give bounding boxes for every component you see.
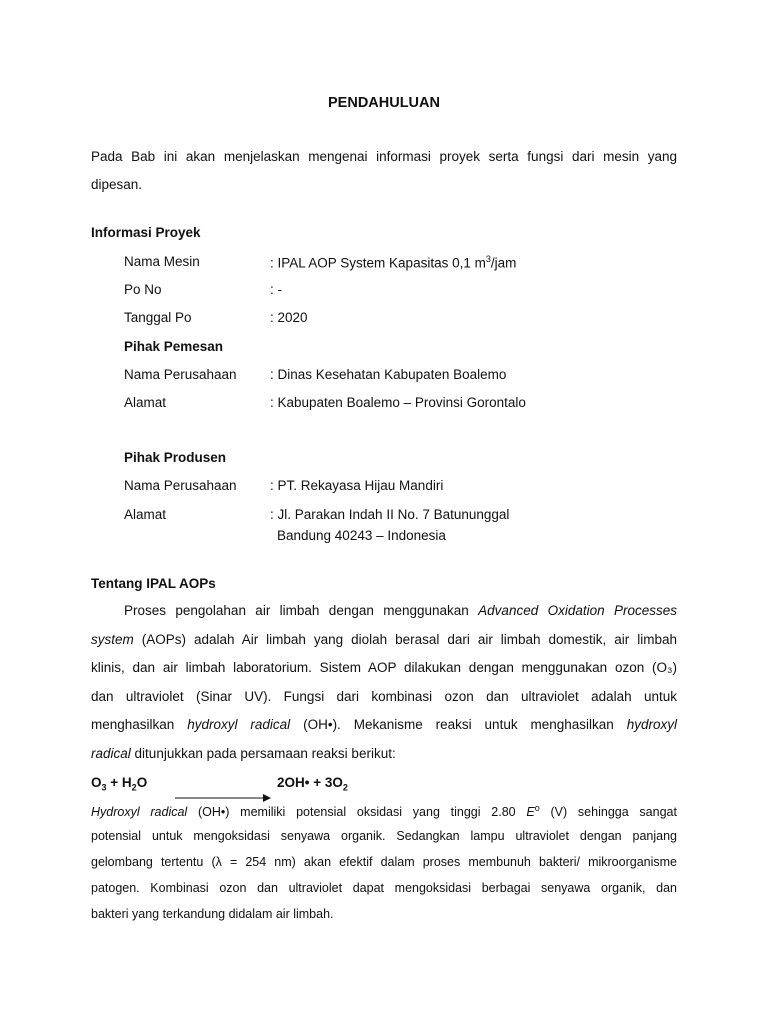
produsen-alamat-value-2: Bandung 40243 – Indonesia [277,528,446,543]
tanggal-po-value: : 2020 [270,310,308,325]
tentang-line-4: dan ultraviolet (Sinar UV). Fungsi dari kombinasi ozon dan ultraviolet adalah untuk [91,689,677,704]
produsen-nama-value: : PT. Rekayasa Hijau Mandiri [270,478,444,493]
intro-line-2: dipesan. [91,177,143,192]
para2-line-3: gelombang tertentu (λ = 254 nm) akan efektif dalam proses membunuh bakteri/ mikroorganisme [91,855,677,869]
para2-line-4: patogen. Kombinasi ozon dan ultraviolet dapat mengoksidasi berbagai senyawa organik, dan [91,881,677,895]
pemesan-nama-value: : Dinas Kesehatan Kabupaten Boalemo [270,367,507,382]
para2-line-2: potensial untuk mengoksidasi senyawa organik. Sedangkan lampu ultraviolet dengan panjang [91,829,677,843]
para2-line-5: bakteri yang terkandung didalam air limbah. [91,907,334,921]
produsen-alamat-label: Alamat [124,507,167,522]
equation-reactants: $O_3 + H_2O$ [91,775,148,793]
tentang-line-6: radical ditunjukkan pada persamaan reaksi berikut: [91,746,396,761]
tentang-line-1: Proses pengolahan air limbah dengan menggunakan Advanced Oxidation Processes [124,603,677,618]
page-title: PENDAHULUAN [328,95,440,111]
reaction-arrow-icon [175,793,271,803]
produsen-nama-label: Nama Perusahaan [124,478,237,493]
equation-products: 2OH• + $3O_2$ [277,775,348,793]
tentang-line-3: klinis, dan air limbah laboratorium. Sistem AOP dilakukan dengan menggunakan ozon (O₃) [91,660,677,675]
section-heading-pemesan: Pihak Pemesan [124,339,224,354]
para2-line-1: Hydroxyl radical (OH•) memiliki potensial oksidasi yang tinggi 2.80 $E^o$ (V) sehingga sangat [91,803,677,820]
section-heading-informasi: Informasi Proyek [91,225,201,240]
pemesan-alamat-value: : Kabupaten Boalemo – Provinsi Gorontalo [270,395,526,410]
po-no-label: Po No [124,282,162,297]
nama-mesin-value: : IPAL AOP System Kapasitas 0,1 $m^3$/jam [270,254,517,271]
pemesan-nama-label: Nama Perusahaan [124,367,237,382]
pemesan-alamat-label: Alamat [124,395,167,410]
tentang-line-5: menghasilkan hydroxyl radical (OH•). Mekanisme reaksi untuk menghasilkan hydroxyl [91,717,677,732]
radical-dot-icon: • [327,717,333,732]
nama-mesin-label: Nama Mesin [124,254,200,269]
section-heading-produsen: Pihak Produsen [124,450,227,465]
produsen-alamat-value-1: : Jl. Parakan Indah II No. 7 Batununggal [270,507,510,522]
po-no-value: : - [270,282,282,297]
tentang-line-2: system (AOPs) adalah Air limbah yang diolah berasal dari air limbah domestik, air limbah [91,632,677,647]
section-heading-tentang: Tentang IPAL AOPs [91,576,216,591]
intro-line-1: Pada Bab ini akan menjelaskan mengenai informasi proyek serta fungsi dari mesin yang [91,149,677,164]
tanggal-po-label: Tanggal Po [124,310,192,325]
